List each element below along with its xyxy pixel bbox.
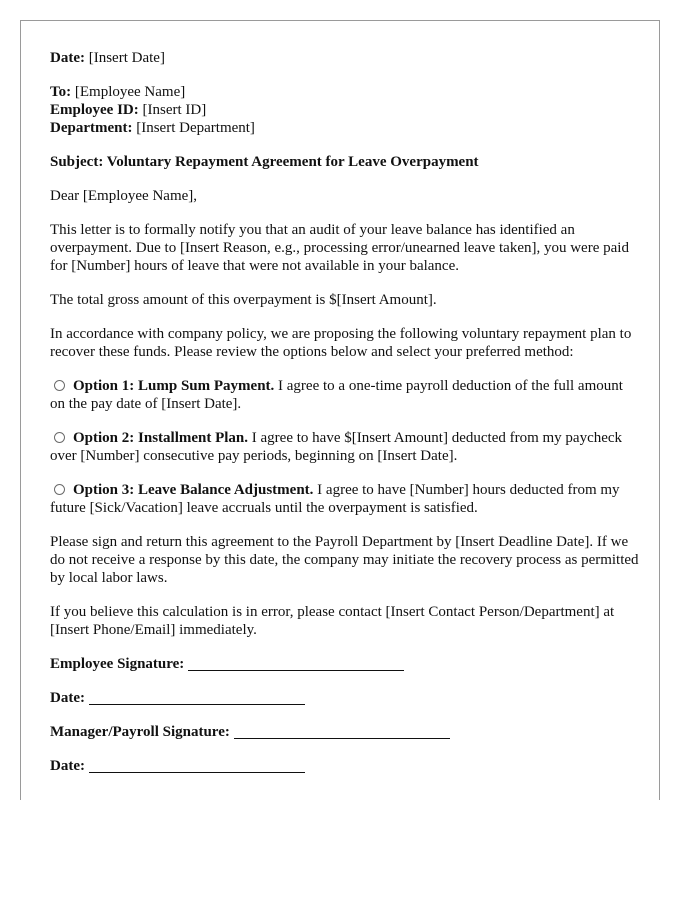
manager-signature-line[interactable]	[234, 737, 450, 739]
employee-signature-row	[50, 655, 640, 673]
option-2-title: Option 2: Installment Plan.	[73, 430, 249, 446]
manager-signature-row	[50, 723, 640, 741]
option-3-text: I agree to have [Number] hours deducted from my future [Sick/Vacation] leave accruals until the overpayment is satisfied.	[50, 482, 620, 516]
department-label: Department:	[50, 120, 133, 136]
option-1-text: I agree to a one-time payroll deduction of the full amount on the pay date of [Insert Date].	[50, 378, 623, 412]
date-line	[50, 49, 640, 67]
subject-text: Subject: Voluntary Repayment Agreement for Leave Overpayment	[50, 154, 479, 170]
option-2[interactable]	[50, 429, 640, 465]
option-1-radio[interactable]	[54, 380, 65, 391]
manager-signature-label: Manager/Payroll Signature:	[50, 724, 230, 740]
date-1-line[interactable]	[89, 703, 305, 705]
option-2-radio[interactable]	[54, 432, 65, 443]
to-label: To:	[50, 84, 72, 100]
to-line	[50, 83, 640, 101]
to-value: [Employee Name]	[71, 84, 186, 100]
recipient-block	[50, 83, 640, 137]
employee-signature-label: Employee Signature:	[50, 656, 185, 672]
option-3[interactable]	[50, 481, 640, 517]
subject-line	[50, 153, 640, 171]
employee-id-value: [Insert ID]	[138, 102, 207, 118]
date-row-1	[50, 689, 640, 707]
department-line	[50, 119, 640, 137]
body-paragraph-3: In accordance with company policy, we are proposing the following voluntary repayment plan to recover these funds. Please review the options below and select your preferred method:	[50, 326, 632, 360]
option-1-title: Option 1: Lump Sum Payment.	[73, 378, 275, 394]
date-2-label: Date:	[50, 758, 85, 774]
date-2-line[interactable]	[89, 771, 305, 773]
letter-content	[50, 49, 640, 791]
body-paragraph-4: Please sign and return this agreement to the Payroll Department by [Insert Deadline Date]. If we do not receive a response by this date, the company may initiate the recovery process as permitted by local labor laws.	[50, 534, 639, 586]
option-2-text: I agree to have $[Insert Amount] deducted from my paycheck over [Number] consecutive pay periods, beginning on [Insert Date].	[50, 430, 623, 464]
body-paragraph-5: If you believe this calculation is in error, please contact [Insert Contact Person/Department] at [Insert Phone/Email] immediately.	[50, 604, 615, 638]
date-row-2	[50, 757, 640, 775]
salutation: Dear [Employee Name],	[50, 188, 198, 204]
letter-page	[20, 20, 660, 800]
employee-id-label: Employee ID:	[50, 102, 139, 118]
option-3-title: Option 3: Leave Balance Adjustment.	[73, 482, 314, 498]
date-1-label: Date:	[50, 690, 85, 706]
employee-signature-line[interactable]	[188, 669, 404, 671]
date-label: Date:	[50, 50, 85, 66]
option-3-radio[interactable]	[54, 484, 65, 495]
date-value: [Insert Date]	[84, 50, 165, 66]
option-1[interactable]	[50, 377, 640, 413]
body-paragraph-2: The total gross amount of this overpayment is $[Insert Amount].	[50, 292, 437, 308]
employee-id-line	[50, 101, 640, 119]
body-paragraph-1: This letter is to formally notify you that an audit of your leave balance has identified an overpayment. Due to [Insert Reason, e.g., processing error/unearned leave taken], you were paid for [Number] hours of leave that were not available in your balance.	[50, 222, 629, 274]
department-value: [Insert Department]	[132, 120, 255, 136]
